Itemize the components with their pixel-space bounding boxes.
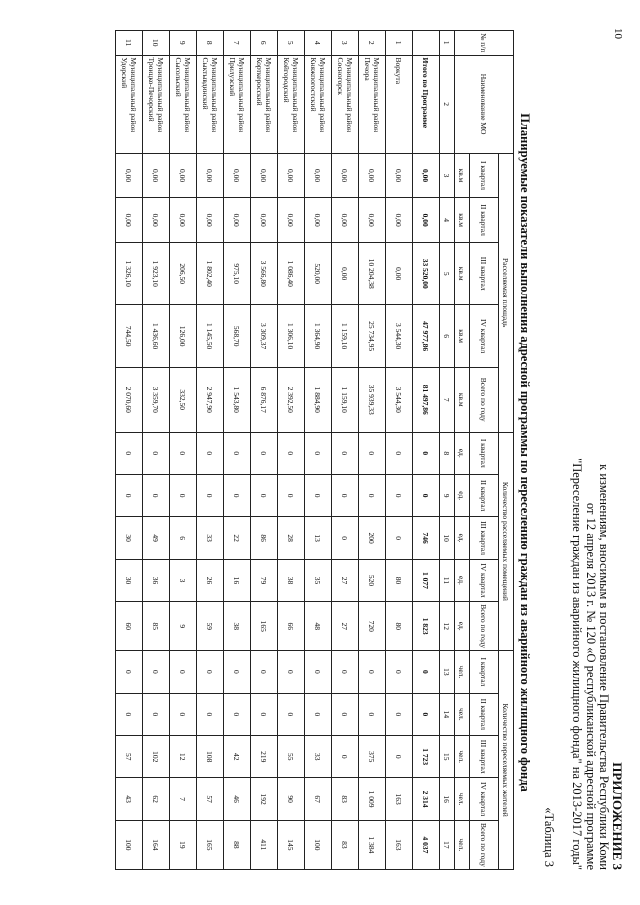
row-number: 7 [224,31,251,56]
value-cell: 0,00 [413,198,440,243]
row-number: 4 [305,31,332,56]
subcolumn-header: Всего по году [470,820,499,869]
column-number: 4 [440,198,455,243]
value-cell: 0 [413,693,440,735]
value-cell: 0 [278,693,305,735]
value-cell: 62 [143,778,170,820]
value-cell: 66 [278,602,305,651]
value-cell: 975,10 [224,242,251,304]
value-cell: 1 384 [359,820,386,869]
group-header-residents: Количество переселяемых жителей [499,651,514,870]
value-cell: 1 802,40 [197,242,224,304]
value-cell: 164 [143,820,170,869]
municipality-name: Муниципальный район Прилузский [224,55,251,153]
table-row [224,31,251,870]
value-cell: 0,00 [386,198,413,243]
value-cell: 0 [386,736,413,778]
value-cell: 100 [116,820,143,869]
value-cell: 163 [386,778,413,820]
value-cell: 744,50 [116,305,143,367]
value-cell: 26 [197,559,224,601]
value-cell: 1 306,10 [278,305,305,367]
value-cell: 0 [332,693,359,735]
value-cell: 0,00 [386,242,413,304]
column-number: 12 [440,602,455,651]
value-cell: 57 [116,736,143,778]
column-number: 7 [440,367,455,432]
value-cell: 0,00 [143,153,170,198]
value-cell: 165 [197,820,224,869]
column-number: 9 [440,474,455,516]
value-cell: 55 [278,736,305,778]
value-cell: 108 [197,736,224,778]
value-cell: 746 [413,517,440,559]
value-cell: 1 364,90 [305,305,332,367]
value-cell: 12 [170,736,197,778]
subcolumn-header: III квартал [470,242,499,304]
row-number: 6 [251,31,278,56]
value-cell: 80 [386,559,413,601]
value-cell: 375 [359,736,386,778]
value-cell: 2 947,90 [197,367,224,432]
subcolumn-header: I квартал [470,153,499,198]
value-cell: 1 723 [413,736,440,778]
total-row [413,31,440,870]
table-row [197,31,224,870]
value-cell: 0 [170,432,197,474]
value-cell: 1 823 [413,602,440,651]
column-number: 5 [440,242,455,304]
row-number: 2 [359,31,386,56]
value-cell: 0,00 [197,198,224,243]
value-cell: 30 [116,517,143,559]
value-cell: 219 [251,736,278,778]
value-cell: 0 [251,474,278,516]
value-cell: 16 [224,559,251,601]
value-cell: 0,00 [359,153,386,198]
value-cell: 1 884,90 [305,367,332,432]
value-cell: 0 [386,651,413,693]
value-cell: 0 [197,432,224,474]
value-cell: 33 520,00 [413,242,440,304]
value-cell: 0 [278,651,305,693]
row-number: 5 [278,31,305,56]
value-cell: 1 009 [359,778,386,820]
column-number: 13 [440,651,455,693]
value-cell: 0,00 [224,153,251,198]
value-cell: 0,00 [251,198,278,243]
value-cell: 0 [170,651,197,693]
table-row [305,31,332,870]
value-cell: 0,00 [251,153,278,198]
value-cell: 1 159,10 [332,305,359,367]
value-cell: 2 070,60 [116,367,143,432]
value-cell: 6 [170,517,197,559]
value-cell: 0,00 [170,198,197,243]
value-cell: 0,00 [278,153,305,198]
municipality-name: Муниципальный район Корткеросский [251,55,278,153]
row-number: 3 [332,31,359,56]
value-cell: 0 [224,651,251,693]
value-cell: 0,00 [386,153,413,198]
value-cell: 0,00 [332,198,359,243]
value-cell: 206,50 [170,242,197,304]
unit-cell: кв.м [455,242,470,304]
value-cell: 0,00 [413,153,440,198]
table-label: «Таблица 3 [542,807,556,867]
value-cell: 7 [170,778,197,820]
value-cell: 520,00 [305,242,332,304]
value-cell: 88 [224,820,251,869]
row-number: 1 [386,31,413,56]
value-cell: 36 [143,559,170,601]
value-cell: 0 [305,432,332,474]
value-cell: 0 [413,651,440,693]
value-cell: 83 [332,778,359,820]
value-cell: 3 309,37 [251,305,278,367]
value-cell: 1 543,80 [224,367,251,432]
table-row [143,31,170,870]
municipality-name: Муниципальный район Сыктывдинский [197,55,224,153]
municipality-name: Муниципальный район Койгородский [278,55,305,153]
municipality-name: Муниципальный район Троицко-Печорский [143,55,170,153]
header-line: к изменениям, вносимым в постановление Правительства Республики Коми [597,464,612,870]
row-number: 10 [143,31,170,56]
value-cell: 33 [305,736,332,778]
value-cell: 0 [116,432,143,474]
value-cell: 0 [170,693,197,735]
page-number: 10 [612,28,624,39]
unit-cell: кв.м [455,198,470,243]
row-number: 8 [197,31,224,56]
value-cell: 720 [359,602,386,651]
value-cell: 0,00 [197,153,224,198]
value-cell: 0 [197,651,224,693]
value-cell: 1 923,10 [143,242,170,304]
subcolumn-header: II квартал [470,693,499,735]
table-row [359,31,386,870]
indicators-table [115,30,514,870]
value-cell: 81 497,86 [413,367,440,432]
value-cell: 3 544,30 [386,305,413,367]
value-cell: 0 [305,693,332,735]
subcolumn-header: Всего по году [470,367,499,432]
value-cell: 332,50 [170,367,197,432]
value-cell: 1 326,10 [116,242,143,304]
unit-cell: ед. [455,517,470,559]
municipality-name: Муниципальный район Сысольский [170,55,197,153]
municipality-name: Воркута [386,55,413,153]
value-cell: 25 734,95 [359,305,386,367]
subcolumn-header: I квартал [470,651,499,693]
column-number: 2 [440,55,455,153]
value-cell: 145 [278,820,305,869]
appendix-header [570,360,624,870]
value-cell: 0 [116,474,143,516]
row-number: 9 [170,31,197,56]
value-cell: 33 [197,517,224,559]
value-cell: 35 [305,559,332,601]
subcolumn-header: Всего по году [470,602,499,651]
value-cell: 9 [170,602,197,651]
value-cell: 22 [224,517,251,559]
value-cell: 49 [143,517,170,559]
value-cell: 2 392,50 [278,367,305,432]
municipality-name: Муниципальный район Печора [359,55,386,153]
column-number: 3 [440,153,455,198]
unit-cell: чел. [455,651,470,693]
value-cell: 0 [143,693,170,735]
column-number: 6 [440,305,455,367]
value-cell: 0 [386,432,413,474]
subcolumn-header: III квартал [470,517,499,559]
value-cell: 0 [386,517,413,559]
value-cell: 0 [116,693,143,735]
table-row [386,31,413,870]
subcolumn-header: II квартал [470,474,499,516]
value-cell: 28 [278,517,305,559]
value-cell: 126,00 [170,305,197,367]
value-cell: 3 [170,559,197,601]
value-cell: 1 436,60 [143,305,170,367]
value-cell: 13 [305,517,332,559]
municipality-name: Муниципальный район Сосногорск [332,55,359,153]
value-cell: 165 [251,602,278,651]
value-cell: 0 [116,651,143,693]
subcolumn-header: IV квартал [470,778,499,820]
value-cell: 0 [332,517,359,559]
value-cell: 568,70 [224,305,251,367]
unit-cell: ед. [455,474,470,516]
value-cell: 0,00 [116,198,143,243]
value-cell: 35 939,33 [359,367,386,432]
value-cell: 38 [224,602,251,651]
value-cell: 0 [332,651,359,693]
value-cell: 0 [224,432,251,474]
value-cell: 0 [332,736,359,778]
value-cell: 0,00 [278,198,305,243]
unit-cell: ед. [455,602,470,651]
subcolumn-header: II квартал [470,198,499,243]
unit-cell: кв.м [455,153,470,198]
value-cell: 48 [305,602,332,651]
unit-cell: чел. [455,736,470,778]
value-cell: 1 159,10 [332,367,359,432]
value-cell: 0 [224,693,251,735]
value-cell: 1 145,50 [197,305,224,367]
value-cell: 0,00 [305,198,332,243]
value-cell: 79 [251,559,278,601]
row-number [413,31,440,56]
value-cell: 30 [116,559,143,601]
value-cell: 2 314 [413,778,440,820]
value-cell: 0,00 [116,153,143,198]
value-cell: 0 [224,474,251,516]
value-cell: 10 204,38 [359,242,386,304]
value-cell: 0 [143,432,170,474]
appendix-title: ПРИЛОЖЕНИЕ 3 [610,762,625,870]
value-cell: 411 [251,820,278,869]
value-cell: 0,00 [359,198,386,243]
value-cell: 0,00 [332,153,359,198]
unit-cell: чел. [455,820,470,869]
value-cell: 19 [170,820,197,869]
table-row [251,31,278,870]
value-cell: 0 [359,432,386,474]
table-row [278,31,305,870]
column-number: 1 [440,31,455,56]
column-number: 8 [440,432,455,474]
value-cell: 0 [386,474,413,516]
value-cell: 90 [278,778,305,820]
unit-cell: ед. [455,559,470,601]
row-number: 11 [116,31,143,56]
value-cell: 67 [305,778,332,820]
value-cell: 1 086,40 [278,242,305,304]
value-cell: 0 [143,474,170,516]
value-cell: 3 544,30 [386,367,413,432]
value-cell: 3 566,80 [251,242,278,304]
value-cell: 47 977,86 [413,305,440,367]
value-cell: 0 [197,474,224,516]
value-cell: 1 077 [413,559,440,601]
value-cell: 0,00 [305,153,332,198]
value-cell: 0 [143,651,170,693]
unit-cell: ед. [455,432,470,474]
value-cell: 0 [413,474,440,516]
value-cell: 0,00 [143,198,170,243]
value-cell: 46 [224,778,251,820]
table-row [170,31,197,870]
subcolumn-header: III квартал [470,736,499,778]
header-line: от 12 апреля 2013 г. № 120 «О республиканской адресной программе [584,502,598,870]
subcolumn-header: I квартал [470,432,499,474]
value-cell: 192 [251,778,278,820]
value-cell: 0 [359,651,386,693]
value-cell: 6 876,17 [251,367,278,432]
group-header-premises: Количество расселяемых помещений [499,432,514,651]
value-cell: 0 [359,693,386,735]
subcolumn-header: IV квартал [470,305,499,367]
value-cell: 0 [278,474,305,516]
value-cell: 27 [332,602,359,651]
value-cell: 0 [251,651,278,693]
value-cell: 0 [359,474,386,516]
value-cell: 57 [197,778,224,820]
value-cell: 0 [305,651,332,693]
value-cell: 520 [359,559,386,601]
value-cell: 0 [305,474,332,516]
column-number: 17 [440,820,455,869]
value-cell: 0,00 [332,242,359,304]
column-number: 15 [440,736,455,778]
value-cell: 0 [386,693,413,735]
column-number: 14 [440,693,455,735]
value-cell: 59 [197,602,224,651]
value-cell: 42 [224,736,251,778]
col-name-header: Наименование МО [455,55,514,153]
value-cell: 0,00 [170,153,197,198]
unit-cell: чел. [455,693,470,735]
value-cell: 0 [251,432,278,474]
column-number: 11 [440,559,455,601]
column-number: 16 [440,778,455,820]
value-cell: 0 [197,693,224,735]
value-cell: 38 [278,559,305,601]
group-header-area: Расселяемая площадь [499,153,514,432]
header-line: "Переселение граждан из аварийного жилищного фонда" на 2013-2017 годы" [570,458,585,870]
value-cell: 3 359,70 [143,367,170,432]
value-cell: 0 [332,432,359,474]
value-cell: 0 [413,432,440,474]
value-cell: 163 [386,820,413,869]
value-cell: 86 [251,517,278,559]
value-cell: 43 [116,778,143,820]
value-cell: 0,00 [224,198,251,243]
col-num-header: № п/п [455,31,514,56]
value-cell: 102 [143,736,170,778]
municipality-name: Муниципальный район Удорский [116,55,143,153]
value-cell: 200 [359,517,386,559]
table-caption: Планируемые показатели выполнения адресной программы по переселению граждан из аварийного жилищного фонда [518,113,532,792]
table-row [332,31,359,870]
subcolumn-header: IV квартал [470,559,499,601]
value-cell: 0 [170,474,197,516]
value-cell: 83 [332,820,359,869]
value-cell: 60 [116,602,143,651]
value-cell: 0 [332,474,359,516]
value-cell: 0 [251,693,278,735]
value-cell: 27 [332,559,359,601]
value-cell: 4 037 [413,820,440,869]
unit-cell: чел. [455,778,470,820]
value-cell: 0 [278,432,305,474]
unit-cell: кв.м [455,367,470,432]
unit-cell: кв.м [455,305,470,367]
value-cell: 85 [143,602,170,651]
value-cell: 100 [305,820,332,869]
table-row [116,31,143,870]
value-cell: 80 [386,602,413,651]
municipality-name: Муниципальный район Княжпогостский [305,55,332,153]
column-number: 10 [440,517,455,559]
municipality-name: Итого по Программе [413,55,440,153]
